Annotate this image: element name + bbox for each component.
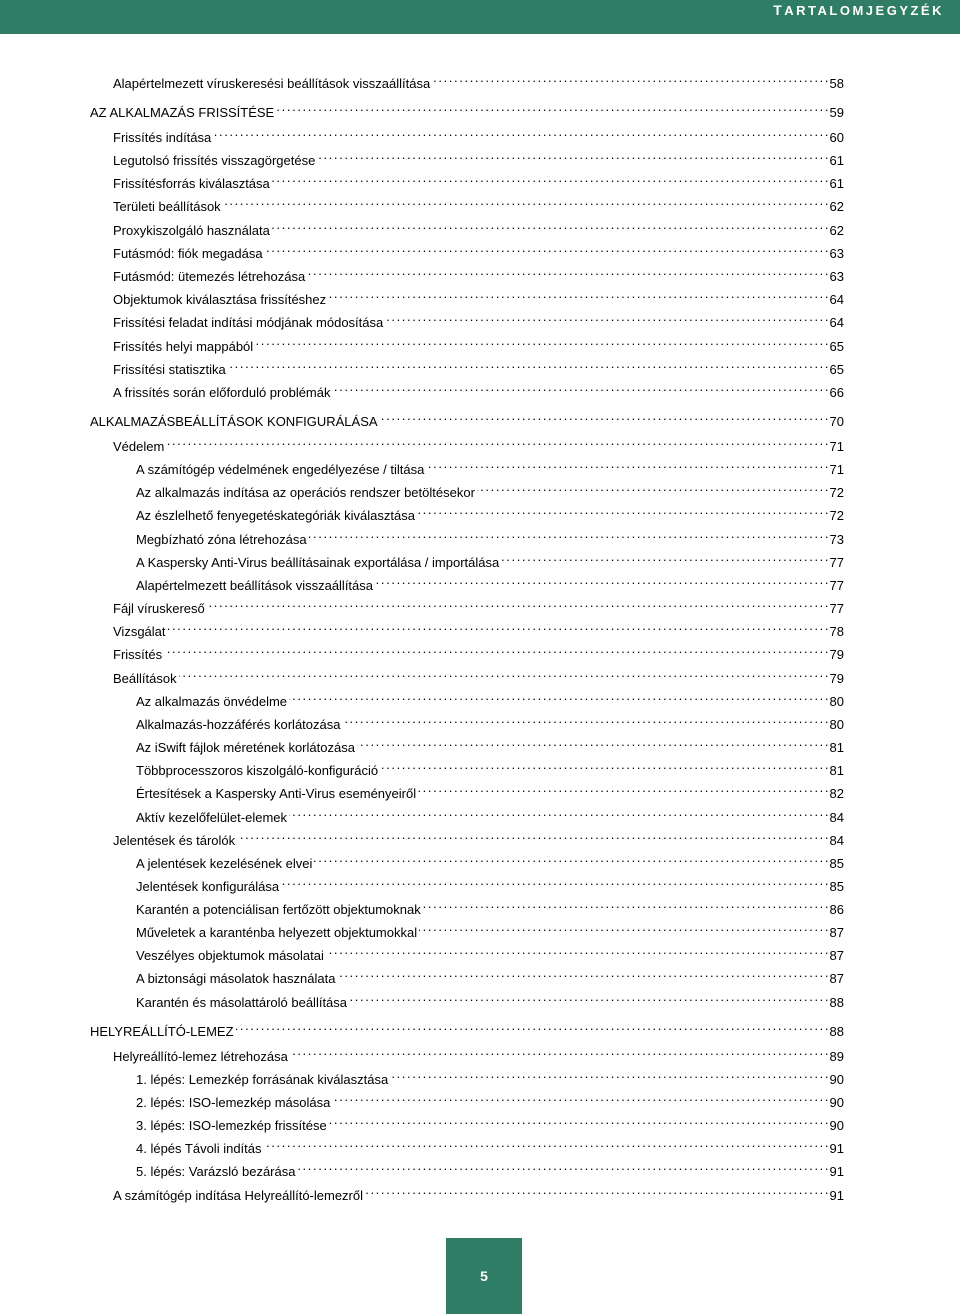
toc-entry-title: A frissítés során előforduló problémák	[113, 385, 331, 400]
toc-entry[interactable]	[113, 663, 844, 686]
toc-leader-dots	[213, 122, 827, 142]
toc-leader-dots	[314, 848, 827, 868]
toc-leader-dots	[375, 570, 828, 590]
toc-entry[interactable]	[136, 709, 844, 732]
page-number-box	[446, 1238, 522, 1314]
toc-entry-title: Karantén a potenciálisan fertőzött objektumoknak	[136, 902, 421, 917]
page-number: 5	[480, 1268, 488, 1284]
toc-entry-title: Jelentések és tárolók	[113, 833, 236, 848]
toc-entry-page: 87	[829, 948, 844, 963]
toc-entry-page: 62	[829, 199, 844, 214]
toc-entry-page: 91	[829, 1164, 844, 1179]
toc-entry-page: 87	[829, 971, 844, 986]
toc-entry[interactable]	[113, 191, 844, 214]
toc-entry[interactable]	[136, 802, 844, 825]
toc-entry-page: 72	[829, 508, 844, 523]
toc-entry-title: Frissítésforrás kiválasztása	[113, 176, 270, 191]
toc-leader-dots	[237, 825, 827, 845]
toc-entry-page: 89	[829, 1049, 844, 1064]
toc-entry[interactable]	[113, 377, 844, 400]
toc-leader-dots	[432, 68, 827, 88]
toc-entry-title: 2. lépés: ISO-lemezkép másolása	[136, 1095, 331, 1110]
toc-entry-title: Alapértelmezett beállítások visszaállítása	[136, 578, 374, 593]
toc-entry[interactable]	[136, 963, 844, 986]
toc-entry[interactable]	[90, 406, 844, 429]
toc-entry[interactable]	[113, 616, 844, 639]
toc-entry[interactable]	[90, 97, 844, 120]
toc-entry[interactable]	[136, 524, 844, 547]
toc-entry-title: Aktív kezelőfelület-elemek	[136, 810, 288, 825]
toc-entry-page: 85	[829, 856, 844, 871]
toc-entry-page: 80	[829, 694, 844, 709]
toc-entry-page: 81	[829, 763, 844, 778]
toc-entry[interactable]	[136, 686, 844, 709]
toc-entry-title: A jelentések kezelésének elvei	[136, 856, 313, 871]
toc-entry-page: 66	[829, 385, 844, 400]
toc-leader-dots	[477, 477, 828, 497]
toc-entry[interactable]	[113, 284, 844, 307]
toc-entry-page: 84	[829, 833, 844, 848]
toc-entry[interactable]	[136, 1133, 844, 1156]
toc-leader-dots	[332, 1087, 827, 1107]
toc-leader-dots	[307, 261, 827, 281]
toc-entry[interactable]	[136, 454, 844, 477]
toc-entry-title: 4. lépés Távoli indítás	[136, 1141, 262, 1156]
toc-entry-title: Vizsgálat	[113, 624, 166, 639]
toc-entry-title: Frissítési statisztika	[113, 362, 226, 377]
toc-entry-title: Karantén és másolattároló beállítása	[136, 995, 348, 1010]
toc-entry-title: Többprocesszoros kiszolgáló-konfiguráció	[136, 763, 379, 778]
toc-entry-page: 77	[829, 578, 844, 593]
toc-entry-title: Frissítés helyi mappából	[113, 339, 254, 354]
toc-leader-dots	[317, 145, 827, 165]
toc-entry[interactable]	[113, 639, 844, 662]
toc-leader-dots	[164, 639, 827, 659]
toc-entry[interactable]	[136, 1156, 844, 1179]
toc-entry-page: 59	[829, 105, 844, 120]
toc-entry[interactable]	[136, 871, 844, 894]
toc-entry[interactable]	[113, 122, 844, 145]
toc-entry-page: 78	[829, 624, 844, 639]
toc-leader-dots	[423, 894, 828, 914]
toc-entry-title: HELYREÁLLÍTÓ-LEMEZ	[90, 1024, 234, 1039]
toc-entry-page: 90	[829, 1072, 844, 1087]
toc-entry-title: A Kaspersky Anti-Virus beállításainak exportálása / importálása	[136, 555, 500, 570]
toc-leader-dots	[333, 377, 828, 397]
toc-entry-title: Futásmód: ütemezés létrehozása	[113, 269, 306, 284]
header-bar	[0, 0, 960, 34]
toc-entry[interactable]	[136, 987, 844, 1010]
toc-entry-title: Értesítések a Kaspersky Anti-Virus eseményeiről	[136, 786, 417, 801]
toc-entry-page: 65	[829, 339, 844, 354]
toc-entry-title: ALKALMAZÁSBEÁLLÍTÁSOK KONFIGURÁLÁSA	[90, 414, 378, 429]
toc-entry-title: A biztonsági másolatok használata	[136, 971, 336, 986]
toc-entry-title: Helyreállító-lemez létrehozása	[113, 1049, 288, 1064]
toc-entry[interactable]	[136, 940, 844, 963]
toc-entry-title: Területi beállítások	[113, 199, 221, 214]
toc-leader-dots	[337, 963, 827, 983]
toc-entry-title: Megbízható zóna létrehozása	[136, 532, 307, 547]
toc-leader-dots	[236, 1016, 828, 1036]
toc-entry-title: 1. lépés: Lemezkép forrásának kiválasztása	[136, 1072, 389, 1087]
toc-entry-title: 5. lépés: Varázsló bezárása	[136, 1164, 296, 1179]
toc-entry-page: 86	[829, 902, 844, 917]
toc-entry-page: 65	[829, 362, 844, 377]
toc-entry[interactable]	[113, 307, 844, 330]
toc-leader-dots	[289, 802, 828, 822]
toc-entry-title: Alkalmazás-hozzáférés korlátozása	[136, 717, 341, 732]
toc-leader-dots	[272, 215, 828, 235]
toc-leader-dots	[426, 454, 827, 474]
toc-entry[interactable]	[113, 593, 844, 616]
toc-entry-title: Alapértelmezett víruskeresési beállítások visszaállítása	[113, 76, 431, 91]
header-title	[773, 0, 944, 20]
toc-entry[interactable]	[136, 848, 844, 871]
toc-entry-title: Futásmód: fiók megadása	[113, 246, 263, 261]
toc-entry-page: 62	[829, 223, 844, 238]
toc-entry[interactable]	[113, 331, 844, 354]
toc-entry[interactable]	[136, 500, 844, 523]
toc-entry-page: 85	[829, 879, 844, 894]
toc-entry-page: 88	[829, 995, 844, 1010]
toc-entry-page: 91	[829, 1188, 844, 1203]
toc-entry-page: 63	[829, 269, 844, 284]
toc-entry-title: Az észlelhető fenyegetéskategóriák kiválasztása	[136, 508, 415, 523]
toc-leader-dots	[501, 547, 827, 567]
toc-entry[interactable]	[136, 917, 844, 940]
toc-entry-title: Proxykiszolgáló használata	[113, 223, 270, 238]
toc-entry-page: 60	[829, 130, 844, 145]
toc-entry-page: 64	[829, 292, 844, 307]
toc-entry[interactable]	[90, 1016, 844, 1039]
toc-leader-dots	[276, 97, 827, 117]
toc-entry-page: 61	[829, 176, 844, 191]
toc-leader-dots	[357, 732, 828, 752]
toc-entry-page: 77	[829, 601, 844, 616]
toc-leader-dots	[380, 406, 828, 426]
toc-entry[interactable]	[136, 570, 844, 593]
toc-entry-title: A számítógép indítása Helyreállító-lemezről	[113, 1188, 364, 1203]
toc-leader-dots	[255, 331, 827, 351]
toc-entry-page: 71	[829, 462, 844, 477]
toc-entry-title: Objektumok kiválasztása frissítéshez	[113, 292, 327, 307]
toc-leader-dots	[265, 238, 828, 258]
toc-entry-title: 3. lépés: ISO-lemezkép frissítése	[136, 1118, 327, 1133]
toc-leader-dots	[290, 1041, 828, 1061]
toc-leader-dots	[309, 524, 828, 544]
toc-entry-page: 58	[829, 76, 844, 91]
toc-entry-page: 70	[829, 414, 844, 429]
toc-entry-title: AZ ALKALMAZÁS FRISSÍTÉSE	[90, 105, 275, 120]
toc-entry-title: Veszélyes objektumok másolatai	[136, 948, 324, 963]
toc-entry[interactable]	[136, 755, 844, 778]
toc-entry-title: Az iSwift fájlok méretének korlátozása	[136, 740, 355, 755]
toc-entry[interactable]	[113, 168, 844, 191]
toc-entry-page: 73	[829, 532, 844, 547]
toc-entry-page: 77	[829, 555, 844, 570]
toc-entry-title: Az alkalmazás indítása az operációs rendszer betöltésekor	[136, 485, 475, 500]
toc-leader-dots	[166, 431, 827, 451]
toc-entry-page: 79	[829, 671, 844, 686]
toc-entry-page: 90	[829, 1095, 844, 1110]
toc-leader-dots	[342, 709, 827, 729]
toc-leader-dots	[228, 354, 828, 374]
toc-entry-page: 63	[829, 246, 844, 261]
toc-entry-title: Jelentések konfigurálása	[136, 879, 280, 894]
toc-leader-dots	[349, 987, 828, 1007]
toc-entry[interactable]	[113, 215, 844, 238]
toc-leader-dots	[380, 755, 827, 775]
header-title-first-letter: T	[773, 2, 785, 18]
toc-leader-dots	[328, 284, 827, 304]
toc-entry-page: 71	[829, 439, 844, 454]
toc-leader-dots	[179, 663, 828, 683]
header-title-rest: ARTALOMJEGYZÉK	[784, 3, 944, 18]
toc-entry-title: A számítógép védelmének engedélyezése / tiltása	[136, 462, 425, 477]
toc-entry-title: Frissítési feladat indítási módjának módosítása	[113, 315, 384, 330]
toc-leader-dots	[207, 593, 828, 613]
toc-leader-dots	[365, 1180, 828, 1200]
toc-leader-dots	[223, 191, 828, 211]
toc-entry-title: Műveletek a karanténba helyezett objektumokkal	[136, 925, 418, 940]
toc-entry[interactable]	[113, 354, 844, 377]
toc-entry-title: Frissítés indítása	[113, 130, 212, 145]
toc-entry-page: 61	[829, 153, 844, 168]
toc-entry[interactable]	[113, 431, 844, 454]
toc-entry-page: 82	[829, 786, 844, 801]
toc-entry-title: Beállítások	[113, 671, 177, 686]
toc-entry[interactable]	[113, 238, 844, 261]
toc-entry-page: 64	[829, 315, 844, 330]
toc-entry[interactable]	[113, 1041, 844, 1064]
toc-entry[interactable]	[136, 778, 844, 801]
toc-leader-dots	[272, 168, 828, 188]
toc-leader-dots	[264, 1133, 828, 1153]
toc-entry-page: 84	[829, 810, 844, 825]
toc-leader-dots	[417, 500, 828, 520]
toc-leader-dots	[289, 686, 828, 706]
toc-leader-dots	[385, 307, 827, 327]
toc-entry[interactable]	[113, 68, 844, 91]
toc-leader-dots	[419, 917, 827, 937]
toc-entry[interactable]	[136, 1064, 844, 1087]
toc-entry[interactable]	[136, 547, 844, 570]
toc-entry[interactable]	[113, 825, 844, 848]
toc-entry-page: 72	[829, 485, 844, 500]
toc-leader-dots	[390, 1064, 827, 1084]
toc-entry-page: 87	[829, 925, 844, 940]
toc-entry-title: Legutolsó frissítés visszagörgetése	[113, 153, 316, 168]
toc-entry-title: Fájl víruskereső	[113, 601, 205, 616]
toc-entry-title: Védelem	[113, 439, 165, 454]
toc-entry[interactable]	[136, 1110, 844, 1133]
toc-leader-dots	[418, 778, 827, 798]
toc-entry-title: Frissítés	[113, 647, 163, 662]
toc-leader-dots	[297, 1156, 827, 1176]
toc-entry-page: 90	[829, 1118, 844, 1133]
toc-entry-page: 80	[829, 717, 844, 732]
toc-entry-title: Az alkalmazás önvédelme	[136, 694, 288, 709]
toc-entry[interactable]	[136, 1087, 844, 1110]
toc-leader-dots	[326, 940, 828, 960]
toc-entry[interactable]	[136, 477, 844, 500]
toc-entry-page: 79	[829, 647, 844, 662]
toc-entry[interactable]	[136, 732, 844, 755]
toc-entry-page: 91	[829, 1141, 844, 1156]
toc-leader-dots	[168, 616, 828, 636]
toc-entry[interactable]	[113, 261, 844, 284]
toc-leader-dots	[281, 871, 827, 891]
toc-entry[interactable]	[136, 894, 844, 917]
toc-entry-page: 81	[829, 740, 844, 755]
toc-entry-page: 88	[829, 1024, 844, 1039]
toc-entry[interactable]	[113, 145, 844, 168]
toc-entry[interactable]	[113, 1180, 844, 1203]
toc-leader-dots	[329, 1110, 828, 1130]
